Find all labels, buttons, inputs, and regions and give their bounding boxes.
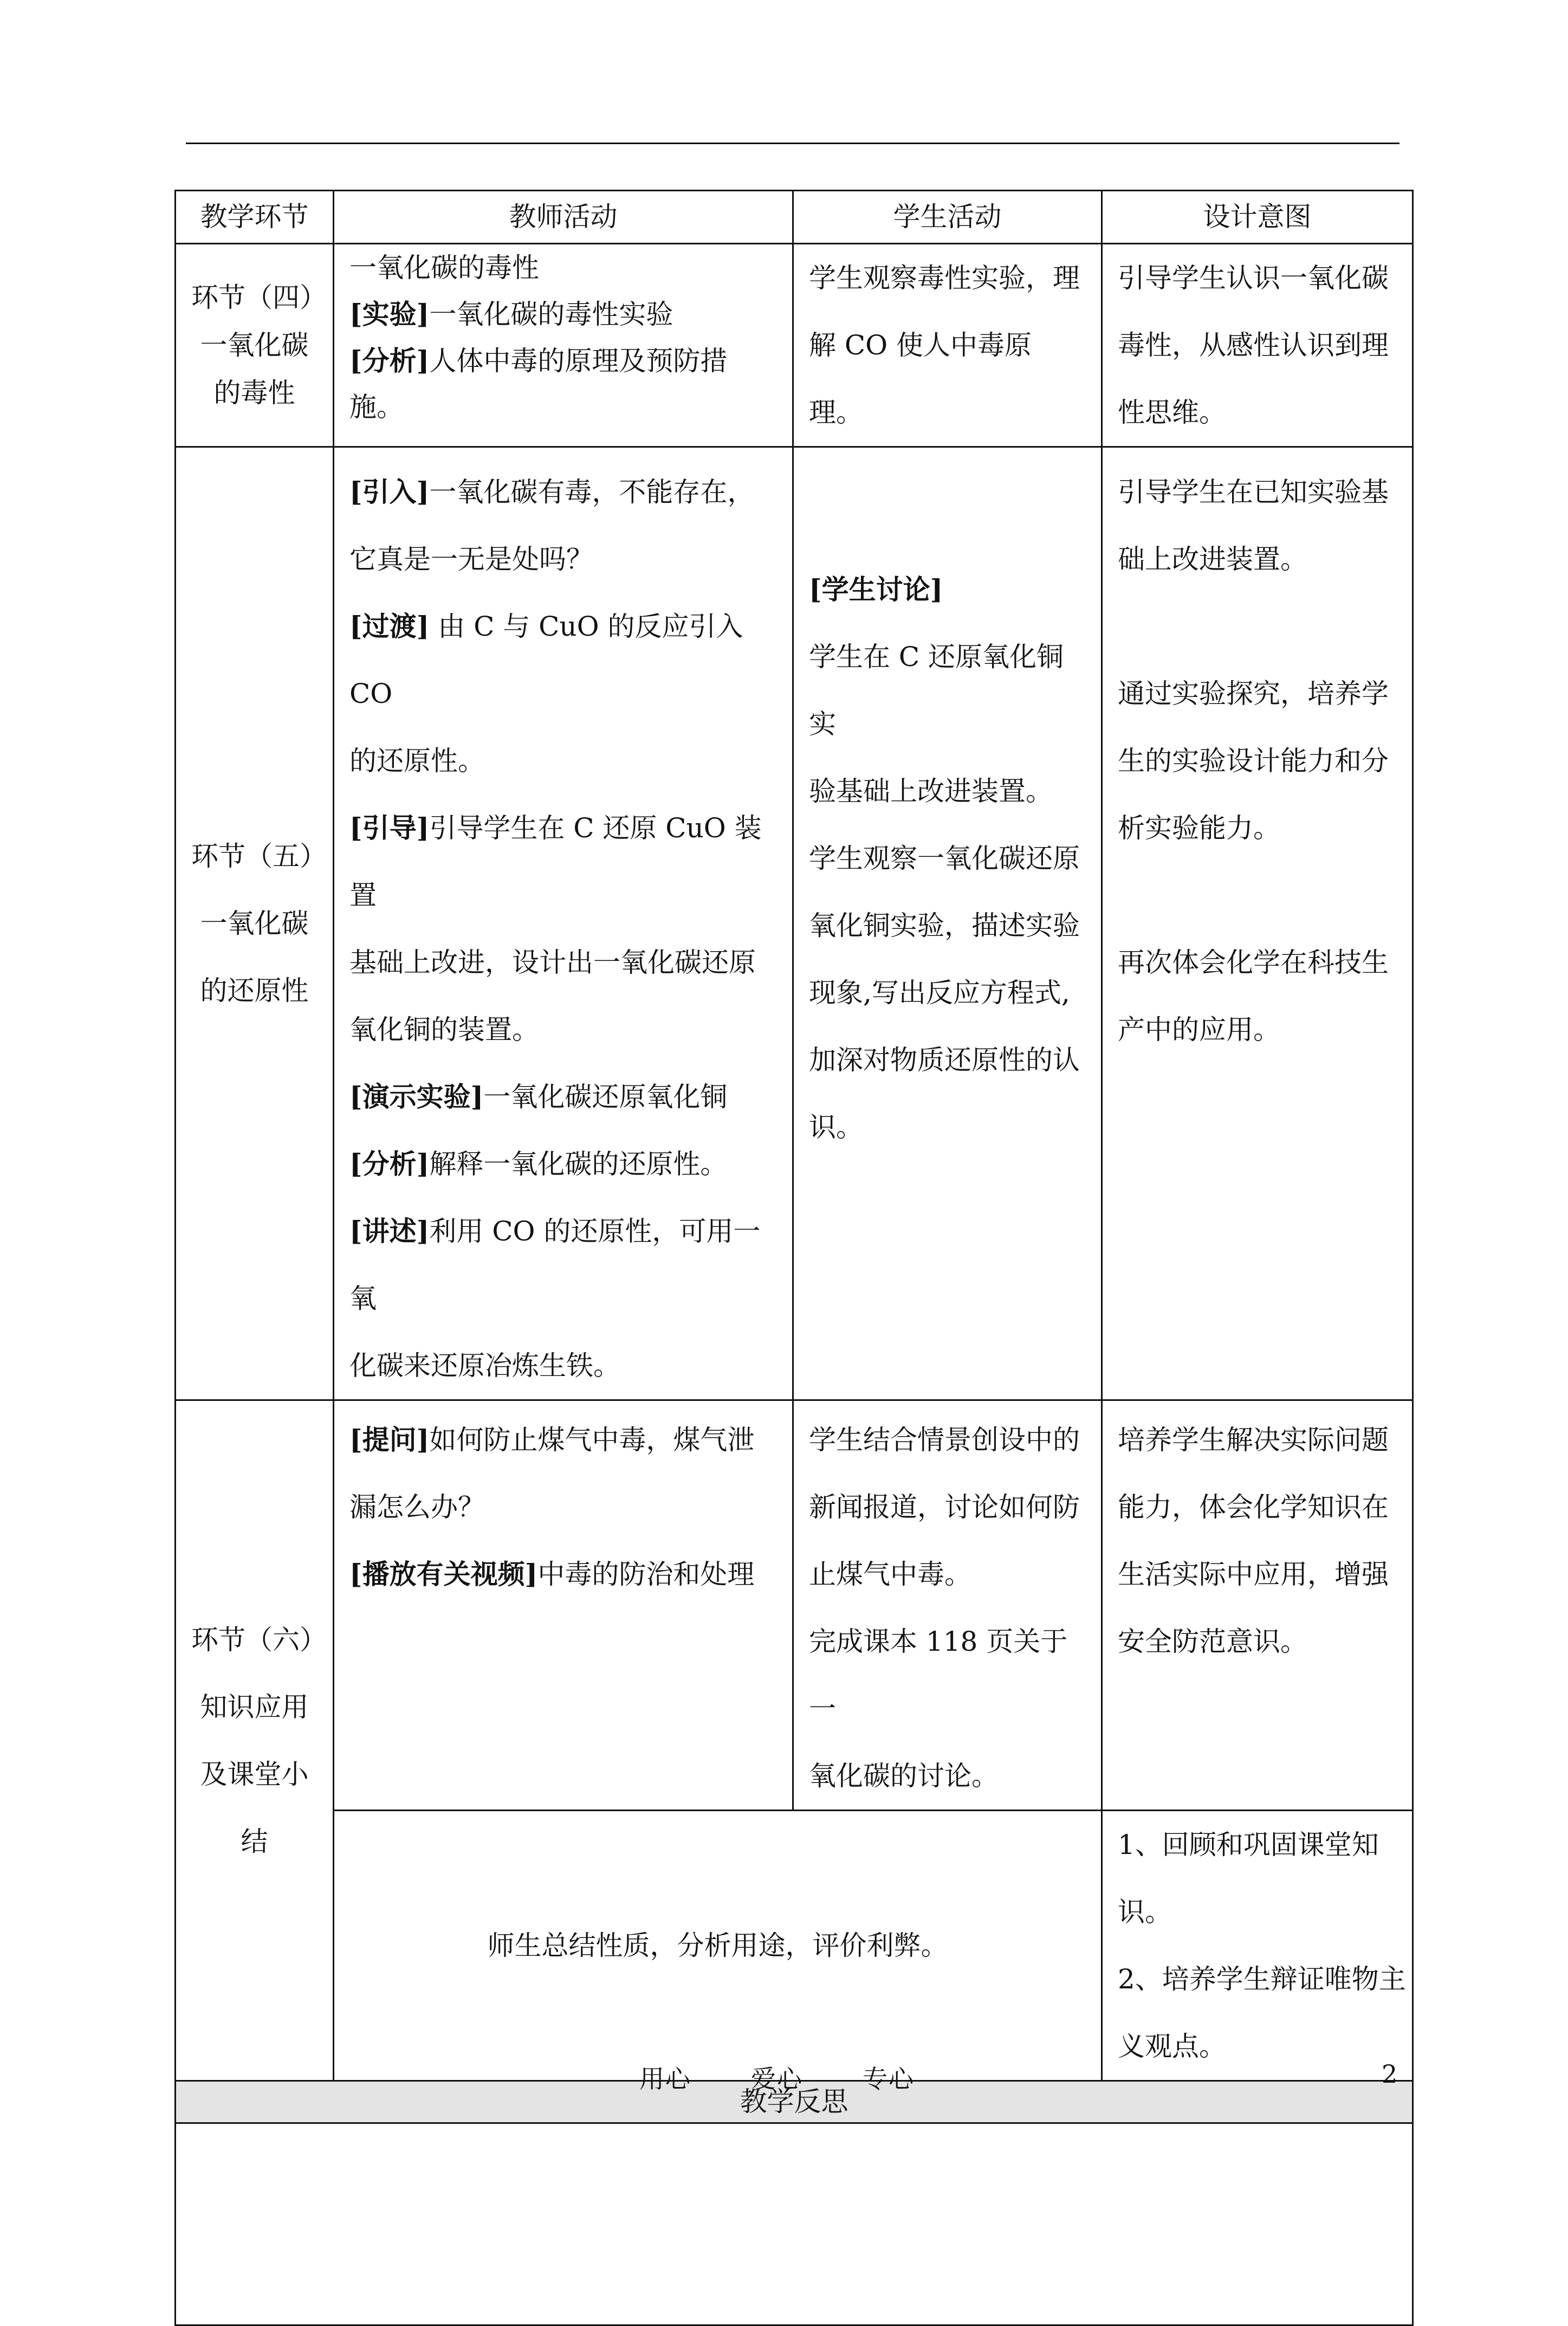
teacher-line: [播放有关视频]中毒的防治和处理 bbox=[349, 1558, 755, 1590]
teacher-line: 氧化铜的装置。 bbox=[349, 1014, 539, 1045]
teacher-line: [引入]一氧化碳有毒，不能存在， bbox=[349, 476, 755, 508]
footer-motto-item: 用心 bbox=[639, 2064, 691, 2094]
teacher-line: [提问]如何防止煤气中毒，煤气泄 bbox=[349, 1424, 755, 1456]
teacher-line: 的还原性。 bbox=[349, 745, 485, 777]
stage-5-student-activity: [学生讨论] 学生在 C 还原氧化铜实 验基础上改进装置。 学生观察一氧化碳还原 氧化铜实验，描述实验 现象,写出反应方程式, 加深对物质还原性的认 识。 bbox=[793, 447, 1102, 1400]
teacher-line: [分析]解释一氧化碳的还原性。 bbox=[349, 1148, 728, 1180]
teacher-line: 一氧化碳的毒性 bbox=[349, 252, 539, 283]
stage-5-teacher-activity bbox=[334, 447, 793, 1400]
stage-4-design-intent: 引导学生认识一氧化碳 毒性，从感性认识到理 性思维。 bbox=[1102, 244, 1413, 447]
reflection-body bbox=[176, 2123, 1413, 2325]
footer-motto-item: 专心 bbox=[863, 2064, 915, 2094]
teacher-line: [演示实验]一氧化碳还原氧化铜 bbox=[349, 1081, 728, 1113]
stage-4-student-activity: 学生观察毒性实验，理 解 CO 使人中毒原理。 bbox=[793, 244, 1102, 447]
table-row-stage-5 bbox=[176, 447, 1413, 1400]
header-design-intent: 设计意图 bbox=[1102, 191, 1413, 244]
header-student-activity: 学生活动 bbox=[793, 191, 1102, 244]
stage-4-teacher-activity bbox=[334, 244, 793, 447]
table-row-stage-4 bbox=[176, 244, 1413, 447]
header-rule bbox=[186, 143, 1399, 144]
stage-4-label: 环节（四） 一氧化碳 的毒性 bbox=[176, 244, 334, 447]
teacher-line: 化碳来还原冶炼生铁。 bbox=[349, 1350, 620, 1381]
stage-6-design-intent: 培养学生解决实际问题 能力，体会化学知识在 生活实际中应用，增强 安全防范意识。 bbox=[1102, 1400, 1413, 1811]
teacher-line: [分析]人体中毒的原理及预防措施。 bbox=[349, 345, 728, 423]
stage-5-design-intent: 引导学生在已知实验基 础上改进装置。 通过实验探究，培养学 生的实验设计能力和分 析实验能力。 再次体会化学在科技生 产中的应用。 bbox=[1102, 447, 1413, 1400]
teacher-line: [引导]引导学生在 C 还原 CuO 装置 bbox=[349, 812, 762, 911]
teacher-line: 基础上改进，设计出一氧化碳还原 bbox=[349, 947, 756, 978]
table-row-summary bbox=[176, 1811, 1413, 2081]
header-stage: 教学环节 bbox=[176, 191, 334, 244]
header-teacher-activity: 教师活动 bbox=[334, 191, 793, 244]
stage-5-label: 环节（五） 一氧化碳 的还原性 bbox=[176, 447, 334, 1400]
reflection-body-row bbox=[176, 2123, 1413, 2325]
table-header-row bbox=[176, 191, 1413, 244]
student-discussion-tag: [学生讨论] bbox=[809, 573, 943, 605]
stage-6-label: 环节（六） 知识应用 及课堂小 结 bbox=[176, 1400, 334, 2081]
teacher-line: [过渡] 由 C 与 CuO 的反应引入 CO bbox=[349, 610, 743, 709]
footer-motto-item: 爱心 bbox=[751, 2064, 803, 2094]
lesson-plan-table bbox=[174, 190, 1414, 2326]
summary-design-intent: 1、回顾和巩固课堂知识。 2、培养学生辩证唯物主 义观点。 bbox=[1102, 1811, 1413, 2081]
stage-6-teacher-activity bbox=[334, 1400, 793, 1811]
summary-text: 师生总结性质，分析用途，评价利弊。 bbox=[334, 1811, 1102, 2081]
reflection-header: 教学反思 bbox=[176, 2081, 1413, 2123]
page-number: 2 bbox=[1382, 2059, 1398, 2089]
teacher-line: [讲述]利用 CO 的还原性，可用一氧 bbox=[349, 1215, 761, 1314]
footer-motto bbox=[639, 2059, 915, 2095]
teacher-line: 漏怎么办？ bbox=[349, 1491, 485, 1523]
stage-6-student-activity: 学生结合情景创设中的 新闻报道，讨论如何防 止煤气中毒。 完成课本 118 页关于一 氧化碳的讨论。 bbox=[793, 1400, 1102, 1811]
teacher-line: 它真是一无是处吗？ bbox=[349, 544, 593, 575]
teacher-line: [实验]一氧化碳的毒性实验 bbox=[349, 298, 673, 330]
table-row-stage-6 bbox=[176, 1400, 1413, 1811]
